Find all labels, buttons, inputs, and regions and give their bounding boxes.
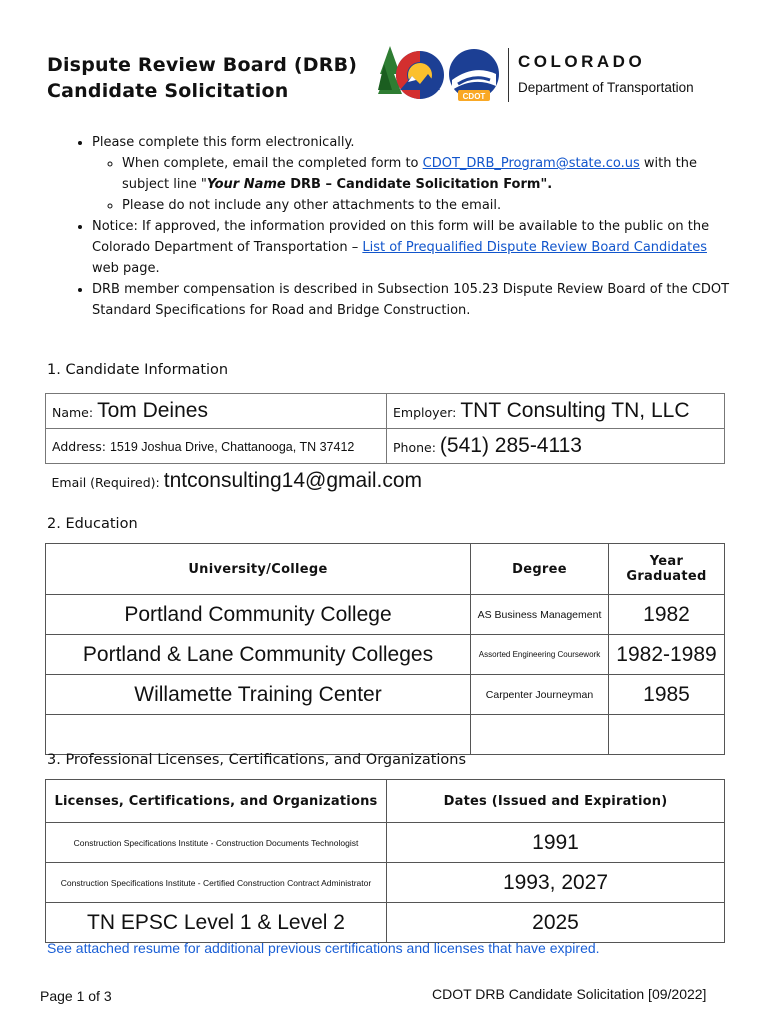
instruction-subitem: ◦ Please do not include any other attachments to the email. — [122, 195, 732, 216]
address-field[interactable]: 1519 Joshua Drive, Chattanooga, TN 37412 — [109, 439, 355, 454]
col-dates: Dates (Issued and Expiration) — [387, 780, 725, 823]
instructions — [62, 132, 732, 321]
dates-field[interactable]: 1991 — [387, 823, 725, 863]
drb-email-link[interactable]: CDOT_DRB_Program@state.co.us — [422, 156, 640, 171]
instruction-item: • Notice: If approved, the information provided on this form will be available to the public on the Colorado Department of Transportation – List of Prequalified Dispute Review Board Candidates web page. — [92, 216, 732, 279]
resume-note: See attached resume for additional previous certifications and licenses that have expired. — [47, 940, 600, 956]
logo-department: Department of Transportation — [518, 80, 694, 95]
table-row — [46, 715, 725, 755]
form-identifier: CDOT DRB Candidate Solicitation [09/2022] — [432, 986, 707, 1002]
col-year: Year Graduated — [609, 544, 725, 595]
education-table — [45, 543, 725, 755]
address-label: Address: — [52, 438, 106, 454]
license-field[interactable]: Construction Specifications Institute - Certified Construction Contract Administrator — [46, 863, 387, 903]
degree-field[interactable]: Carpenter Journeyman — [471, 675, 609, 715]
degree-field[interactable]: AS Business Management — [471, 595, 609, 635]
table-row — [46, 675, 725, 715]
col-license: Licenses, Certifications, and Organizations — [46, 780, 387, 823]
table-header-row — [46, 544, 725, 595]
university-field[interactable]: Portland & Lane Community Colleges — [46, 635, 471, 675]
name-cell[interactable] — [46, 394, 387, 429]
instruction-subitem: ◦ When complete, email the completed form to CDOT_DRB_Program@state.co.us with the subject line "Your Name DRB – Candidate Solicitation Form". — [122, 153, 732, 195]
university-field[interactable] — [46, 715, 471, 755]
license-field[interactable]: Construction Specifications Institute - Construction Documents Technologist — [46, 823, 387, 863]
phone-field[interactable]: (541) 285-4113 — [439, 434, 582, 457]
page-number: Page 1 of 3 — [40, 988, 112, 1004]
table-header-row — [46, 780, 725, 823]
section-education-title: 2. Education — [47, 516, 138, 532]
year-field[interactable] — [609, 715, 725, 755]
table-row — [46, 903, 725, 943]
year-field[interactable]: 1982-1989 — [609, 635, 725, 675]
logo-divider — [508, 48, 509, 102]
table-row — [46, 863, 725, 903]
license-field[interactable]: TN EPSC Level 1 & Level 2 — [46, 903, 387, 943]
colorado-c-logo-icon — [378, 44, 508, 106]
university-field[interactable]: Willamette Training Center — [46, 675, 471, 715]
cdot-badge-text: CDOT — [462, 92, 486, 101]
dates-field[interactable]: 2025 — [387, 903, 725, 943]
page-title — [47, 52, 357, 104]
instruction-item: • DRB member compensation is described in Subsection 105.23 Dispute Review Board of the CDOT Standard Specifications for Road and Bridge Construction. — [92, 279, 732, 321]
section-candidate-title: 1. Candidate Information — [47, 362, 229, 378]
email-cell[interactable] — [46, 464, 725, 499]
table-row — [46, 595, 725, 635]
university-field[interactable]: Portland Community College — [46, 595, 471, 635]
address-cell[interactable] — [46, 429, 387, 464]
email-label: Email (Required): — [51, 475, 160, 490]
employer-cell[interactable] — [387, 394, 725, 429]
table-row — [46, 823, 725, 863]
degree-field[interactable]: Assorted Engineering Coursework — [471, 635, 609, 675]
cdot-logo — [378, 44, 738, 106]
year-field[interactable]: 1982 — [609, 595, 725, 635]
employer-field[interactable]: TNT Consulting TN, LLC — [460, 399, 690, 422]
licenses-table — [45, 779, 725, 943]
title-line-1: Dispute Review Board (DRB) — [47, 54, 358, 76]
name-field[interactable]: Tom Deines — [97, 399, 208, 422]
col-degree: Degree — [471, 544, 609, 595]
prequalified-list-link[interactable]: List of Prequalified Dispute Review Board Candidates — [362, 240, 707, 255]
logo-wordmark: COLORADO — [518, 52, 646, 71]
degree-field[interactable] — [471, 715, 609, 755]
name-label: Name: — [52, 405, 94, 420]
email-field[interactable]: tntconsulting14@gmail.com — [163, 469, 423, 492]
title-line-2: Candidate Solicitation — [47, 80, 289, 102]
candidate-info-table — [45, 393, 725, 498]
year-field[interactable]: 1985 — [609, 675, 725, 715]
employer-label: Employer: — [393, 405, 457, 420]
phone-label: Phone: — [393, 440, 436, 455]
table-row — [46, 635, 725, 675]
col-university: University/College — [46, 544, 471, 595]
phone-cell[interactable] — [387, 429, 725, 464]
instruction-item: • Please complete this form electronically. ◦ When complete, email the completed form to CDOT_DRB_Program@state.co.us with the subject line "Your Name DRB – Candidate Solicitation Form". ◦ Please do not include any other attachments to the email. — [92, 132, 732, 216]
section-licenses-title: 3. Professional Licenses, Certifications, and Organizations — [47, 752, 467, 768]
dates-field[interactable]: 1993, 2027 — [387, 863, 725, 903]
